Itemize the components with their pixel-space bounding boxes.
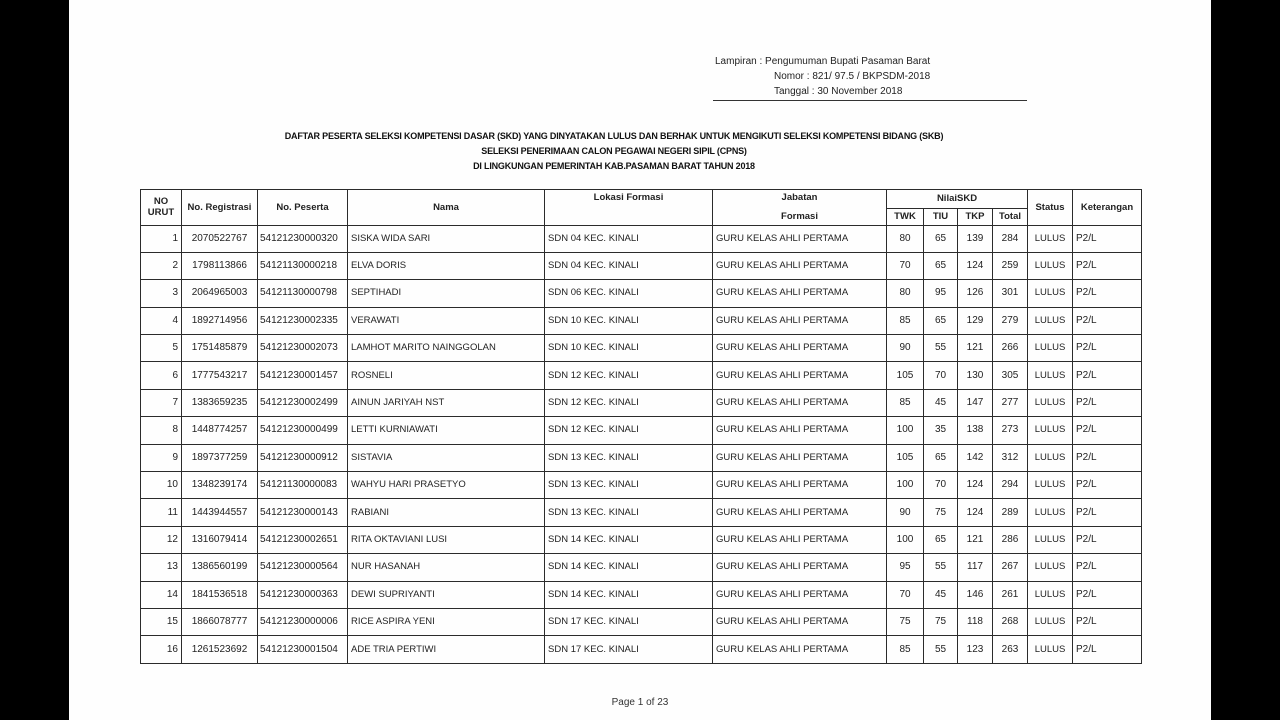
- participant-number: 54121230000143: [258, 499, 348, 526]
- registration-number: 1798113866: [182, 252, 258, 279]
- score-total: 263: [993, 636, 1028, 663]
- score-tiu: 55: [924, 335, 958, 362]
- row-number: 2: [141, 252, 182, 279]
- score-total: 259: [993, 252, 1028, 279]
- status-cell: LULUS: [1028, 225, 1073, 252]
- row-number: 6: [141, 362, 182, 389]
- registration-number: 1892714956: [182, 307, 258, 334]
- position-title: GURU KELAS AHLI PERTAMA: [713, 499, 887, 526]
- score-tiu: 75: [924, 499, 958, 526]
- participant-number: 54121230002073: [258, 335, 348, 362]
- score-total: 266: [993, 335, 1028, 362]
- score-total: 294: [993, 472, 1028, 499]
- row-number: 1: [141, 225, 182, 252]
- score-twk: 70: [887, 581, 924, 608]
- score-tiu: 65: [924, 444, 958, 471]
- status-cell: LULUS: [1028, 636, 1073, 663]
- score-twk: 95: [887, 554, 924, 581]
- score-total: 305: [993, 362, 1028, 389]
- remarks-cell: P2/L: [1073, 608, 1142, 635]
- formation-location: SDN 06 KEC. KINALI: [545, 280, 713, 307]
- participant-number: 54121230000363: [258, 581, 348, 608]
- participant-name: SEPTIHADI: [348, 280, 545, 307]
- status-cell: LULUS: [1028, 444, 1073, 471]
- header-no-urut-line2: URUT: [147, 207, 175, 219]
- participant-number: 54121230000912: [258, 444, 348, 471]
- score-total: 267: [993, 554, 1028, 581]
- score-twk: 100: [887, 472, 924, 499]
- row-number: 16: [141, 636, 182, 663]
- table-row: [141, 335, 1142, 362]
- score-tiu: 95: [924, 280, 958, 307]
- title-line-2: SELEKSI PENERIMAAN CALON PEGAWAI NEGERI SIPIL (CPNS): [481, 146, 747, 156]
- position-title: GURU KELAS AHLI PERTAMA: [713, 444, 887, 471]
- participant-table: [140, 189, 1142, 664]
- formation-location: SDN 12 KEC. KINALI: [545, 389, 713, 416]
- document-page: [69, 0, 1211, 720]
- row-number: 10: [141, 472, 182, 499]
- score-twk: 105: [887, 444, 924, 471]
- formation-location: SDN 14 KEC. KINALI: [545, 581, 713, 608]
- page-number: Page 1 of 23: [611, 697, 669, 708]
- participant-name: LAMHOT MARITO NAINGGOLAN: [348, 335, 545, 362]
- header-no-urut: [141, 190, 182, 226]
- score-tiu: 65: [924, 252, 958, 279]
- remarks-cell: P2/L: [1073, 636, 1142, 663]
- score-total: 277: [993, 389, 1028, 416]
- score-tiu: 65: [924, 225, 958, 252]
- header-divider: [713, 100, 1027, 101]
- status-cell: LULUS: [1028, 581, 1073, 608]
- attachment-line: Lampiran : Pengumuman Bupati Pasaman Barat: [715, 56, 931, 67]
- score-tkp: 130: [958, 362, 993, 389]
- participant-name: WAHYU HARI PRASETYO: [348, 472, 545, 499]
- status-cell: LULUS: [1028, 417, 1073, 444]
- table-row: [141, 636, 1142, 663]
- participant-number: 54121230001504: [258, 636, 348, 663]
- score-tiu: 35: [924, 417, 958, 444]
- remarks-cell: P2/L: [1073, 472, 1142, 499]
- header-no-peserta: No. Peserta: [258, 190, 348, 226]
- header-no-urut-line1: NO: [153, 196, 169, 208]
- formation-location: SDN 12 KEC. KINALI: [545, 362, 713, 389]
- score-total: 279: [993, 307, 1028, 334]
- formation-location: SDN 14 KEC. KINALI: [545, 526, 713, 553]
- score-total: 261: [993, 581, 1028, 608]
- status-cell: LULUS: [1028, 335, 1073, 362]
- score-tkp: 118: [958, 608, 993, 635]
- position-title: GURU KELAS AHLI PERTAMA: [713, 472, 887, 499]
- table-row: [141, 472, 1142, 499]
- remarks-cell: P2/L: [1073, 252, 1142, 279]
- table-row: [141, 280, 1142, 307]
- position-title: GURU KELAS AHLI PERTAMA: [713, 307, 887, 334]
- participant-number: 54121230002499: [258, 389, 348, 416]
- score-tiu: 70: [924, 472, 958, 499]
- registration-number: 2070522767: [182, 225, 258, 252]
- status-cell: LULUS: [1028, 472, 1073, 499]
- row-number: 5: [141, 335, 182, 362]
- decree-number: Nomor : 821/ 97.5 / BKPSDM-2018: [774, 71, 931, 82]
- score-tkp: 129: [958, 307, 993, 334]
- attachment-header: [715, 54, 930, 99]
- registration-number: 1897377259: [182, 444, 258, 471]
- table-header: [141, 190, 1142, 226]
- score-tkp: 124: [958, 499, 993, 526]
- formation-location: SDN 17 KEC. KINALI: [545, 636, 713, 663]
- participant-name: RABIANI: [348, 499, 545, 526]
- table-row: [141, 307, 1142, 334]
- formation-location: SDN 10 KEC. KINALI: [545, 335, 713, 362]
- score-tkp: 126: [958, 280, 993, 307]
- document-title: [199, 129, 1029, 174]
- remarks-cell: P2/L: [1073, 280, 1142, 307]
- decree-date: Tanggal : 30 November 2018: [774, 86, 903, 97]
- score-tiu: 65: [924, 307, 958, 334]
- table-row: [141, 499, 1142, 526]
- header-keterangan: Keterangan: [1073, 190, 1142, 226]
- position-title: GURU KELAS AHLI PERTAMA: [713, 554, 887, 581]
- registration-number: 1443944557: [182, 499, 258, 526]
- position-title: GURU KELAS AHLI PERTAMA: [713, 280, 887, 307]
- score-twk: 100: [887, 526, 924, 553]
- table-body: [141, 225, 1142, 663]
- registration-number: 1841536518: [182, 581, 258, 608]
- formation-location: SDN 10 KEC. KINALI: [545, 307, 713, 334]
- registration-number: 1751485879: [182, 335, 258, 362]
- table-row: [141, 526, 1142, 553]
- remarks-cell: P2/L: [1073, 389, 1142, 416]
- header-tkp: TKP: [958, 208, 993, 225]
- row-number: 15: [141, 608, 182, 635]
- participant-number: 54121230000564: [258, 554, 348, 581]
- row-number: 14: [141, 581, 182, 608]
- formation-location: SDN 17 KEC. KINALI: [545, 608, 713, 635]
- remarks-cell: P2/L: [1073, 225, 1142, 252]
- score-tkp: 123: [958, 636, 993, 663]
- table-row: [141, 554, 1142, 581]
- participant-number: 54121130000798: [258, 280, 348, 307]
- score-twk: 105: [887, 362, 924, 389]
- header-twk: TWK: [887, 208, 924, 225]
- participant-number: 54121130000083: [258, 472, 348, 499]
- registration-number: 1383659235: [182, 389, 258, 416]
- status-cell: LULUS: [1028, 389, 1073, 416]
- score-tiu: 75: [924, 608, 958, 635]
- participant-number: 54121230000006: [258, 608, 348, 635]
- score-total: 273: [993, 417, 1028, 444]
- remarks-cell: P2/L: [1073, 417, 1142, 444]
- score-total: 289: [993, 499, 1028, 526]
- remarks-cell: P2/L: [1073, 499, 1142, 526]
- header-formasi: Formasi: [713, 208, 887, 225]
- status-cell: LULUS: [1028, 307, 1073, 334]
- score-tkp: 124: [958, 252, 993, 279]
- participant-name: ROSNELI: [348, 362, 545, 389]
- formation-location: SDN 13 KEC. KINALI: [545, 472, 713, 499]
- remarks-cell: P2/L: [1073, 362, 1142, 389]
- position-title: GURU KELAS AHLI PERTAMA: [713, 526, 887, 553]
- table-row: [141, 444, 1142, 471]
- formation-location: SDN 04 KEC. KINALI: [545, 252, 713, 279]
- position-title: GURU KELAS AHLI PERTAMA: [713, 417, 887, 444]
- score-tkp: 138: [958, 417, 993, 444]
- score-tkp: 124: [958, 472, 993, 499]
- status-cell: LULUS: [1028, 499, 1073, 526]
- registration-number: 2064965003: [182, 280, 258, 307]
- status-cell: LULUS: [1028, 554, 1073, 581]
- participant-number: 54121230000320: [258, 225, 348, 252]
- remarks-cell: P2/L: [1073, 307, 1142, 334]
- registration-number: 1777543217: [182, 362, 258, 389]
- score-twk: 85: [887, 307, 924, 334]
- table-row: [141, 581, 1142, 608]
- score-total: 284: [993, 225, 1028, 252]
- table-row: [141, 608, 1142, 635]
- registration-number: 1448774257: [182, 417, 258, 444]
- remarks-cell: P2/L: [1073, 554, 1142, 581]
- header-nilai-skd: NilaiSKD: [887, 190, 1028, 209]
- row-number: 8: [141, 417, 182, 444]
- participant-name: AINUN JARIYAH NST: [348, 389, 545, 416]
- score-twk: 90: [887, 335, 924, 362]
- position-title: GURU KELAS AHLI PERTAMA: [713, 362, 887, 389]
- registration-number: 1348239174: [182, 472, 258, 499]
- participant-name: ADE TRIA PERTIWI: [348, 636, 545, 663]
- participant-name: DEWI SUPRIYANTI: [348, 581, 545, 608]
- table-row: [141, 252, 1142, 279]
- participant-number: 54121130000218: [258, 252, 348, 279]
- position-title: GURU KELAS AHLI PERTAMA: [713, 252, 887, 279]
- score-twk: 80: [887, 225, 924, 252]
- remarks-cell: P2/L: [1073, 526, 1142, 553]
- position-title: GURU KELAS AHLI PERTAMA: [713, 581, 887, 608]
- score-twk: 80: [887, 280, 924, 307]
- participant-name: RICE ASPIRA YENI: [348, 608, 545, 635]
- participant-number: 54121230002335: [258, 307, 348, 334]
- row-number: 3: [141, 280, 182, 307]
- row-number: 13: [141, 554, 182, 581]
- position-title: GURU KELAS AHLI PERTAMA: [713, 389, 887, 416]
- score-total: 286: [993, 526, 1028, 553]
- header-status: Status: [1028, 190, 1073, 226]
- status-cell: LULUS: [1028, 252, 1073, 279]
- score-twk: 90: [887, 499, 924, 526]
- score-tkp: 147: [958, 389, 993, 416]
- score-twk: 75: [887, 608, 924, 635]
- row-number: 7: [141, 389, 182, 416]
- score-twk: 100: [887, 417, 924, 444]
- score-tiu: 65: [924, 526, 958, 553]
- participant-name: ELVA DORIS: [348, 252, 545, 279]
- participant-name: VERAWATI: [348, 307, 545, 334]
- score-tiu: 55: [924, 636, 958, 663]
- header-tiu: TIU: [924, 208, 958, 225]
- score-tkp: 121: [958, 526, 993, 553]
- remarks-cell: P2/L: [1073, 335, 1142, 362]
- score-tiu: 70: [924, 362, 958, 389]
- row-number: 4: [141, 307, 182, 334]
- score-total: 312: [993, 444, 1028, 471]
- formation-location: SDN 13 KEC. KINALI: [545, 499, 713, 526]
- table-row: [141, 417, 1142, 444]
- table-row: [141, 225, 1142, 252]
- formation-location: SDN 04 KEC. KINALI: [545, 225, 713, 252]
- participant-name: SISKA WIDA SARI: [348, 225, 545, 252]
- registration-number: 1386560199: [182, 554, 258, 581]
- position-title: GURU KELAS AHLI PERTAMA: [713, 225, 887, 252]
- registration-number: 1866078777: [182, 608, 258, 635]
- participant-name: LETTI KURNIAWATI: [348, 417, 545, 444]
- row-number: 9: [141, 444, 182, 471]
- header-nama: Nama: [348, 190, 545, 226]
- row-number: 11: [141, 499, 182, 526]
- score-tkp: 139: [958, 225, 993, 252]
- score-twk: 70: [887, 252, 924, 279]
- header-lokasi-formasi: Lokasi Formasi: [545, 190, 713, 226]
- table-row: [141, 362, 1142, 389]
- header-no-registrasi: No. Registrasi: [182, 190, 258, 226]
- score-twk: 85: [887, 389, 924, 416]
- formation-location: SDN 12 KEC. KINALI: [545, 417, 713, 444]
- remarks-cell: P2/L: [1073, 581, 1142, 608]
- participant-name: RITA OKTAVIANI LUSI: [348, 526, 545, 553]
- status-cell: LULUS: [1028, 608, 1073, 635]
- score-tkp: 146: [958, 581, 993, 608]
- position-title: GURU KELAS AHLI PERTAMA: [713, 608, 887, 635]
- score-tiu: 55: [924, 554, 958, 581]
- remarks-cell: P2/L: [1073, 444, 1142, 471]
- score-twk: 85: [887, 636, 924, 663]
- status-cell: LULUS: [1028, 362, 1073, 389]
- score-tkp: 117: [958, 554, 993, 581]
- position-title: GURU KELAS AHLI PERTAMA: [713, 335, 887, 362]
- table-row: [141, 389, 1142, 416]
- status-cell: LULUS: [1028, 280, 1073, 307]
- score-total: 301: [993, 280, 1028, 307]
- participant-number: 54121230000499: [258, 417, 348, 444]
- participant-name: NUR HASANAH: [348, 554, 545, 581]
- participant-number: 54121230001457: [258, 362, 348, 389]
- score-tkp: 142: [958, 444, 993, 471]
- score-total: 268: [993, 608, 1028, 635]
- position-title: GURU KELAS AHLI PERTAMA: [713, 636, 887, 663]
- participant-number: 54121230002651: [258, 526, 348, 553]
- title-line-1: DAFTAR PESERTA SELEKSI KOMPETENSI DASAR (SKD) YANG DINYATAKAN LULUS DAN BERHAK UNTUK MENGIKUTI SELEKSI KOMPETENSI BIDANG (SKB): [284, 131, 944, 141]
- registration-number: 1316079414: [182, 526, 258, 553]
- status-cell: LULUS: [1028, 526, 1073, 553]
- header-total: Total: [993, 208, 1028, 225]
- score-tkp: 121: [958, 335, 993, 362]
- score-tiu: 45: [924, 389, 958, 416]
- registration-number: 1261523692: [182, 636, 258, 663]
- participant-name: SISTAVIA: [348, 444, 545, 471]
- header-jabatan: Jabatan: [713, 190, 887, 209]
- title-line-3: DI LINGKUNGAN PEMERINTAH KAB.PASAMAN BARAT TAHUN 2018: [473, 161, 755, 171]
- row-number: 12: [141, 526, 182, 553]
- score-tiu: 45: [924, 581, 958, 608]
- formation-location: SDN 14 KEC. KINALI: [545, 554, 713, 581]
- formation-location: SDN 13 KEC. KINALI: [545, 444, 713, 471]
